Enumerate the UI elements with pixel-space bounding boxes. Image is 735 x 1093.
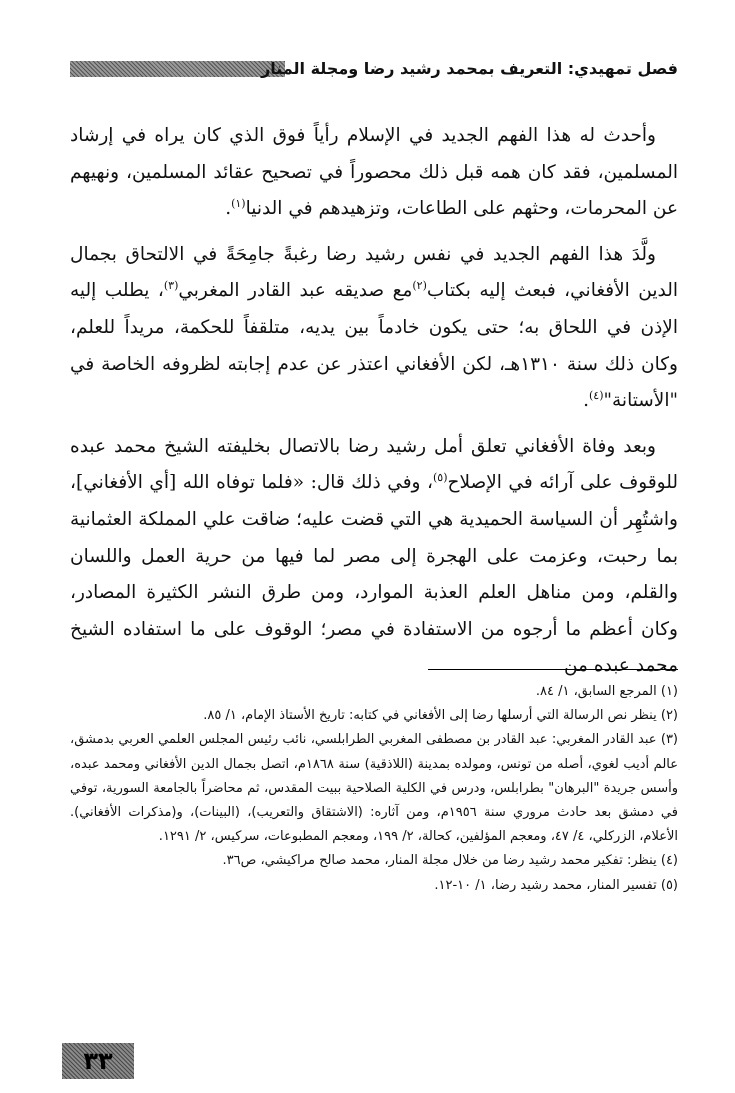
text-run: وأحدث له هذا الفهم الجديد في الإسلام رأياً فوق الذي كان يراه في إرشاد المسلمين، فقد كان همه قبل ذلك محصوراً في تصحيح عقائد المسلمين، ونهيهم عن المحرمات، وحثهم على الطاعات، وتزهيدهم في الدنيا [70, 125, 678, 220]
footnote-separator [428, 669, 678, 670]
text-run: . [225, 198, 232, 220]
text-run: مع صديقه عبد القادر المغربي [178, 280, 413, 302]
text-run: وبعد وفاة الأفغاني تعلق أمل رشيد رضا بالاتصال بخليفته الشيخ محمد عبده للوقوف على آرائه في الإصلاح [70, 435, 678, 494]
footnote-ref: (٤) [588, 389, 604, 402]
footnotes [70, 680, 678, 898]
header-title: فصل تمهيدي: التعريف بمحمد رشيد رضا ومجلة المنار [261, 59, 678, 78]
footnote-ref: (٥) [432, 471, 448, 485]
footnote-2: (٢) ينظر نص الرسالة التي أرسلها رضا إلى الأفغاني في كتابه: تاريخ الأستاذ الإمام، ١/ ٨٥. [203, 708, 678, 724]
text-run: ولَّدَ هذا الفهم الجديد في نفس رشيد رضا رغبةً جامِحَةً في الالتحاق بجمال الدين الأفغاني، فبعث إليه بكتاب [70, 243, 678, 302]
footnote-ref: (٢) [412, 279, 427, 293]
text-run: ، وفي ذلك قال: «فلما توفاه الله [أي الأفغاني]، واشتُهِر أن السياسة الحميدية هي التي قضت عليه؛ ضاقت علي المملكة العثمانية بما رحبت، وعزمت على الهجرة إلى مصر لما فيها من حرية العمل واللسان والقلم، ومن مناهل العلم العذبة الموارد، ومن طرق النشر الكثيرة المصادر، وكان أعظم ما أرجوه من الاستفادة في مصر؛ الوقوف على ما استفاده الشيخ محمد عبده من [70, 472, 678, 677]
paragraph-1 [70, 118, 678, 228]
paragraph-2 [70, 237, 678, 420]
text-run: . [583, 390, 589, 412]
footnote-ref: (١) [231, 197, 246, 211]
running-header [70, 56, 678, 82]
paragraph-3 [70, 429, 678, 685]
text-run: ، يطلب إليه الإذن في اللحاق به؛ حتى يكون خادماً بين يديه، متلقفاً للحكمة، مريداً للعلم، وكان ذلك سنة ١٣١٠هـ، لكن الأفغاني اعتذر عن عدم إجابته لظروفه الخاصة في "الأستانة" [70, 280, 678, 412]
page-number: ٣٣ [62, 1043, 134, 1079]
footnote-4: (٤) ينظر: تفكير محمد رشيد رضا من خلال مجلة المنار، محمد صالح مراكيشي، ص٣٦. [222, 853, 678, 869]
footnote-3: (٣) عبد القادر المغربي: عبد القادر بن مصطفى المغربي الطرابلسي، نائب رئيس المجلس العلمي العربي بدمشق، عالم أديب لغوي، أصله من تونس، ومولده بمدينة (اللاذقية) سنة ١٨٦٨م، اتصل بجمال الدين الأفغاني ومحمد عبده، وأسس جريدة "البرهان" بطرابلس، ودرس في الكلية الصلاحية ببيت المقدس، ثم محاضراً بالجامعة السورية، توفي في دمشق بعد حادث مروري سنة ١٩٥٦م، ومن آثاره: (الاشتقاق والتعريب)، (البينات)، و(مذكرات الأفغاني). الأعلام، الزركلي، ٤/ ٤٧، ومعجم المؤلفين، كحالة، ٢/ ١٩٩، ومعجم المطبوعات، سركيس، ٢/ ١٢٩١. [70, 732, 679, 845]
footnote-1: (١) المرجع السابق، ١/ ٨٤. [535, 684, 678, 699]
footnote-ref: (٣) [163, 279, 179, 293]
header-decoration-bar [70, 61, 285, 77]
footnote-5: (٥) تفسير المنار، محمد رشيد رضا، ١/ ١٠-١٢. [434, 877, 678, 893]
main-text [70, 118, 678, 694]
